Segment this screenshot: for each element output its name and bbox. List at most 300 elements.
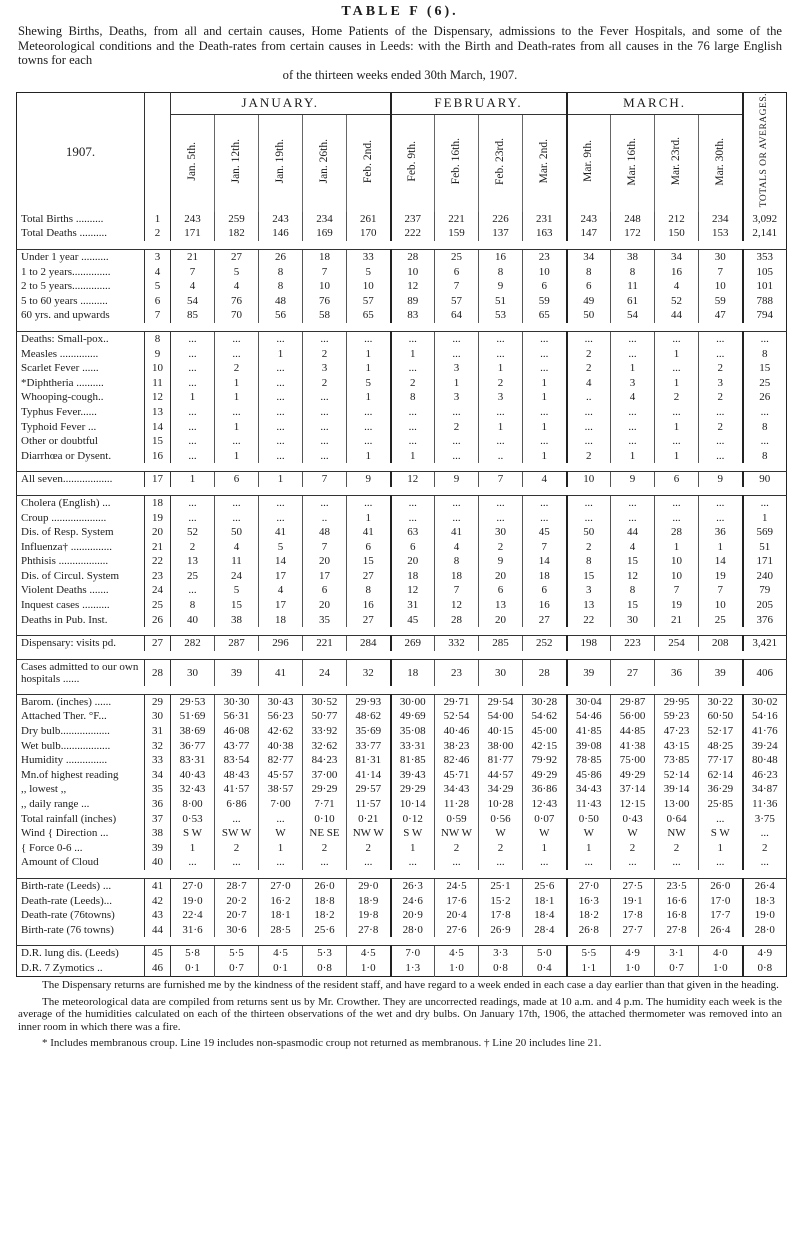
value-cell: ... [171, 511, 215, 526]
total-cell: 4·9 [743, 946, 787, 961]
value-cell: ... [611, 434, 655, 449]
value-cell: ... [391, 495, 435, 510]
value-cell: 26·3 [391, 878, 435, 893]
value-cell: 5·3 [303, 946, 347, 961]
value-cell: 50·77 [303, 709, 347, 724]
value-cell: 7 [435, 279, 479, 294]
row-label: Barom. (inches) ...... [17, 694, 145, 709]
value-cell: 248 [611, 212, 655, 227]
total-cell: 0·8 [743, 961, 787, 976]
value-cell: 18 [435, 569, 479, 584]
total-cell: 11·36 [743, 797, 787, 812]
value-cell: 8·00 [171, 797, 215, 812]
line-number: 25 [145, 598, 171, 613]
value-cell: 8 [259, 265, 303, 280]
value-cell: 29·53 [171, 694, 215, 709]
value-cell: 16 [655, 265, 699, 280]
table-row [17, 226, 787, 241]
value-cell: 5·8 [171, 946, 215, 961]
january-header: JANUARY. [171, 93, 391, 115]
value-cell: ... [391, 511, 435, 526]
value-cell: ... [479, 855, 523, 870]
value-cell: 39·43 [391, 768, 435, 783]
line-number: 4 [145, 265, 171, 280]
value-cell: 6 [655, 472, 699, 487]
value-cell: 234 [303, 212, 347, 227]
value-cell: 19·1 [611, 894, 655, 909]
value-cell: 7 [655, 583, 699, 598]
date-header: Feb. 9th. [391, 115, 435, 212]
value-cell: ... [215, 405, 259, 420]
value-cell: 30 [171, 659, 215, 686]
value-cell: ... [391, 420, 435, 435]
value-cell: ... [435, 449, 479, 464]
table-row [17, 782, 787, 797]
value-cell: 171 [171, 226, 215, 241]
value-cell: 23 [523, 250, 567, 265]
value-cell: 6·86 [215, 797, 259, 812]
line-number: 24 [145, 583, 171, 598]
row-label: Birth-rate (76 towns) [21, 923, 114, 936]
value-cell: ... [171, 434, 215, 449]
value-cell: 7·71 [303, 797, 347, 812]
value-cell: 57 [347, 294, 391, 309]
row-label: Death-rate (Leeds)... [21, 894, 113, 907]
value-cell: 26·0 [303, 878, 347, 893]
value-cell: 19 [699, 569, 743, 584]
value-cell: 59 [699, 294, 743, 309]
total-cell: ... [743, 855, 787, 870]
value-cell: 18 [303, 250, 347, 265]
value-cell: 20·4 [435, 908, 479, 923]
value-cell: 24 [215, 569, 259, 584]
value-cell: 10 [567, 472, 611, 487]
value-cell: ... [259, 511, 303, 526]
value-cell: 54 [611, 308, 655, 323]
row-label: Total rainfall (inches) [21, 812, 117, 825]
table-heading: TABLE F (6). [341, 4, 459, 19]
section-gap [17, 463, 787, 472]
value-cell: NW W [347, 826, 391, 841]
line-number: 15 [145, 434, 171, 449]
date-header: Feb. 23rd. [479, 115, 523, 212]
total-cell: 26·4 [743, 878, 787, 893]
value-cell: 4·5 [259, 946, 303, 961]
value-cell: 62·14 [699, 768, 743, 783]
value-cell: ... [655, 855, 699, 870]
value-cell: 15·2 [479, 894, 523, 909]
value-cell: 4·5 [435, 946, 479, 961]
value-cell: 332 [435, 636, 479, 651]
value-cell: 20·7 [215, 908, 259, 923]
value-cell: ... [391, 361, 435, 376]
value-cell: 0·53 [171, 812, 215, 827]
line-number: 31 [145, 724, 171, 739]
value-cell: 45 [523, 525, 567, 540]
value-cell: 1 [699, 841, 743, 856]
line-number: 33 [145, 753, 171, 768]
value-cell: 59 [523, 294, 567, 309]
value-cell: 1 [655, 449, 699, 464]
value-cell: 7 [479, 472, 523, 487]
value-cell: 29·54 [479, 694, 523, 709]
table-row [17, 472, 787, 487]
value-cell: 45·00 [523, 724, 567, 739]
value-cell: ... [655, 511, 699, 526]
value-cell: 3 [567, 583, 611, 598]
total-cell: 28·0 [743, 923, 787, 938]
table-row [17, 797, 787, 812]
value-cell: 50 [567, 308, 611, 323]
value-cell: 48·43 [215, 768, 259, 783]
value-cell: 64 [435, 308, 479, 323]
value-cell: 36 [655, 659, 699, 686]
value-cell: ... [699, 405, 743, 420]
value-cell: .. [303, 511, 347, 526]
value-cell: 8 [611, 583, 655, 598]
value-cell: ... [171, 420, 215, 435]
line-number: 40 [145, 855, 171, 870]
value-cell: 3 [611, 376, 655, 391]
value-cell: 38 [215, 613, 259, 628]
value-cell: ... [171, 347, 215, 362]
value-cell: 56·23 [259, 709, 303, 724]
value-cell: 48·62 [347, 709, 391, 724]
value-cell: 41·85 [567, 724, 611, 739]
value-cell: 11 [611, 279, 655, 294]
value-cell: 37·00 [303, 768, 347, 783]
value-cell: 159 [435, 226, 479, 241]
value-cell: 30·52 [303, 694, 347, 709]
value-cell: 12·43 [523, 797, 567, 812]
value-cell: 1 [171, 390, 215, 405]
total-cell: 18·3 [743, 894, 787, 909]
table-row [17, 265, 787, 280]
value-cell: 26·4 [699, 923, 743, 938]
value-cell: 2 [171, 540, 215, 555]
value-cell: .. [567, 390, 611, 405]
value-cell: 65 [347, 308, 391, 323]
value-cell: ... [435, 855, 479, 870]
value-cell: 1 [347, 347, 391, 362]
value-cell: 10 [391, 265, 435, 280]
row-label: Typhus Fever...... [21, 405, 97, 418]
value-cell: 2 [479, 540, 523, 555]
value-cell: 44·57 [479, 768, 523, 783]
value-cell: 34·29 [479, 782, 523, 797]
value-cell: 1 [259, 472, 303, 487]
value-cell: 45·57 [259, 768, 303, 783]
row-label: Attached Ther. °F... [21, 710, 107, 723]
line-number: 10 [145, 361, 171, 376]
value-cell: 61 [611, 294, 655, 309]
value-cell: 259 [215, 212, 259, 227]
value-cell: 54·46 [567, 709, 611, 724]
value-cell: 2 [567, 449, 611, 464]
value-cell: 36·86 [523, 782, 567, 797]
value-cell: 18 [391, 659, 435, 686]
line-number: 17 [145, 472, 171, 487]
value-cell: 75·00 [611, 753, 655, 768]
value-cell: 2 [655, 390, 699, 405]
value-cell: 27 [347, 613, 391, 628]
value-cell: 13·00 [655, 797, 699, 812]
value-cell: 82·77 [259, 753, 303, 768]
section-gap [17, 686, 787, 695]
total-cell: 794 [743, 308, 787, 323]
value-cell: 27·6 [435, 923, 479, 938]
table-row [17, 250, 787, 265]
value-cell: W [567, 826, 611, 841]
value-cell: 7 [435, 583, 479, 598]
value-cell: 243 [171, 212, 215, 227]
value-cell: 15 [611, 554, 655, 569]
value-cell: 18 [391, 569, 435, 584]
value-cell: 17·8 [479, 908, 523, 923]
table-row [17, 659, 787, 686]
value-cell: ... [611, 495, 655, 510]
description-text: Shewing Births, Deaths, from all and certain causes, Home Patients of the Dispensary, admissions to the Fever Hospitals, and some of the Meteorological conditions and the Death-rates from certain causes in Leeds: with the Birth and Death-rates from all causes in the 76 large English towns for each [18, 24, 782, 67]
value-cell: ... [699, 855, 743, 870]
table-row [17, 331, 787, 346]
value-cell: 5 [347, 376, 391, 391]
line-number: 8 [145, 331, 171, 346]
line-number: 16 [145, 449, 171, 464]
value-cell: 26 [259, 250, 303, 265]
value-cell: 10 [655, 569, 699, 584]
value-cell: 208 [699, 636, 743, 651]
value-cell: 52·17 [699, 724, 743, 739]
section-gap [17, 937, 787, 946]
value-cell: 6 [523, 583, 567, 598]
value-cell: 0·1 [259, 961, 303, 976]
value-cell: 27·8 [655, 923, 699, 938]
value-cell: ... [171, 449, 215, 464]
line-number: 5 [145, 279, 171, 294]
value-cell: ... [259, 405, 303, 420]
table-row [17, 308, 787, 323]
section-gap [17, 241, 787, 250]
value-cell: 2 [479, 841, 523, 856]
total-cell: 8 [743, 449, 787, 464]
value-cell: 5·5 [567, 946, 611, 961]
value-cell: ... [171, 583, 215, 598]
value-cell: 83·31 [171, 753, 215, 768]
value-cell: 52 [655, 294, 699, 309]
value-cell: 21 [171, 250, 215, 265]
line-number: 6 [145, 294, 171, 309]
value-cell: 48·25 [699, 739, 743, 754]
total-cell: 3·75 [743, 812, 787, 827]
table-row [17, 495, 787, 510]
value-cell: 2 [479, 376, 523, 391]
value-cell: 221 [435, 212, 479, 227]
value-cell: 0·4 [523, 961, 567, 976]
table-row [17, 294, 787, 309]
table-row [17, 961, 787, 976]
value-cell: ... [215, 495, 259, 510]
value-cell: 28·0 [391, 923, 435, 938]
value-cell: 1·0 [699, 961, 743, 976]
value-cell: W [611, 826, 655, 841]
value-cell: 11·43 [567, 797, 611, 812]
line-number: 3 [145, 250, 171, 265]
value-cell: 20·2 [215, 894, 259, 909]
line-number: 7 [145, 308, 171, 323]
value-cell: 25·6 [523, 878, 567, 893]
value-cell: 12 [391, 472, 435, 487]
value-cell: 20 [479, 613, 523, 628]
value-cell: ... [611, 405, 655, 420]
value-cell: ... [435, 495, 479, 510]
line-number: 45 [145, 946, 171, 961]
row-label: Wet bulb.................. [21, 739, 111, 752]
value-cell: 30 [479, 525, 523, 540]
value-cell: 44·85 [611, 724, 655, 739]
value-cell: 39·14 [655, 782, 699, 797]
value-cell: 0·1 [171, 961, 215, 976]
value-cell: ... [303, 420, 347, 435]
value-cell: 30·6 [215, 923, 259, 938]
value-cell: 2 [699, 420, 743, 435]
value-cell: ... [611, 855, 655, 870]
total-cell: 79 [743, 583, 787, 598]
value-cell: 41 [347, 525, 391, 540]
total-cell: ... [743, 826, 787, 841]
value-cell: 2 [215, 841, 259, 856]
value-cell: 9 [699, 472, 743, 487]
value-cell: ... [567, 855, 611, 870]
value-cell: NW [655, 826, 699, 841]
value-cell: ... [611, 347, 655, 362]
value-cell: 0·43 [611, 812, 655, 827]
value-cell: 16 [347, 598, 391, 613]
total-cell: 15 [743, 361, 787, 376]
row-label: *Diphtheria .......... [21, 376, 104, 389]
row-label: Death-rate (76towns) [21, 909, 115, 922]
line-number: 12 [145, 390, 171, 405]
table-row [17, 376, 787, 391]
value-cell: 30·43 [259, 694, 303, 709]
value-cell: ... [567, 434, 611, 449]
value-cell: 54·62 [523, 709, 567, 724]
value-cell: 30 [699, 250, 743, 265]
value-cell: 1 [611, 361, 655, 376]
value-cell: 30·00 [391, 694, 435, 709]
value-cell: ... [303, 434, 347, 449]
value-cell: 5 [347, 265, 391, 280]
total-cell: 788 [743, 294, 787, 309]
value-cell: ... [567, 420, 611, 435]
value-cell: 12 [391, 583, 435, 598]
value-cell: 3 [435, 361, 479, 376]
value-cell: 147 [567, 226, 611, 241]
value-cell: 1·3 [391, 961, 435, 976]
value-cell: W [479, 826, 523, 841]
value-cell: ... [523, 361, 567, 376]
value-cell: 36 [699, 525, 743, 540]
value-cell: 38·23 [435, 739, 479, 754]
value-cell: 18·2 [303, 908, 347, 923]
value-cell: ... [259, 495, 303, 510]
value-cell: 26·0 [699, 878, 743, 893]
value-cell: 30 [479, 659, 523, 686]
value-cell: 4 [523, 472, 567, 487]
value-cell: 17 [303, 569, 347, 584]
value-cell: ... [567, 511, 611, 526]
value-cell: 198 [567, 636, 611, 651]
value-cell: ... [259, 812, 303, 827]
value-cell: 33·31 [391, 739, 435, 754]
date-header: Mar. 16th. [611, 115, 655, 212]
value-cell: ... [391, 434, 435, 449]
value-cell: 81·77 [479, 753, 523, 768]
value-cell: 18 [523, 569, 567, 584]
value-cell: 9 [347, 472, 391, 487]
value-cell: ... [259, 434, 303, 449]
value-cell: 43·77 [215, 739, 259, 754]
section-gap [17, 870, 787, 879]
value-cell: 0·12 [391, 812, 435, 827]
section-gap [17, 627, 787, 636]
value-cell: 82·46 [435, 753, 479, 768]
value-cell: ... [523, 855, 567, 870]
value-cell: 28 [435, 613, 479, 628]
value-cell: 1 [215, 376, 259, 391]
value-cell: NE SE [303, 826, 347, 841]
value-cell: 4 [655, 279, 699, 294]
value-cell: 20 [303, 598, 347, 613]
value-cell: 8 [567, 265, 611, 280]
value-cell: 33 [347, 250, 391, 265]
table-row [17, 724, 787, 739]
value-cell: ... [303, 855, 347, 870]
value-cell: 4 [611, 390, 655, 405]
value-cell: 27·0 [171, 878, 215, 893]
value-cell: 17·7 [699, 908, 743, 923]
total-cell: 240 [743, 569, 787, 584]
value-cell: 70 [215, 308, 259, 323]
value-cell: 15 [567, 569, 611, 584]
value-cell: 43·15 [655, 739, 699, 754]
value-cell: 221 [303, 636, 347, 651]
value-cell: ... [523, 434, 567, 449]
total-cell: 2,141 [743, 226, 787, 241]
table-row [17, 753, 787, 768]
value-cell: 15 [347, 554, 391, 569]
value-cell: ... [523, 347, 567, 362]
table-row [17, 569, 787, 584]
description-last-line: of the thirteen weeks ended 30th March, 1907. [282, 67, 518, 82]
total-cell: 34·87 [743, 782, 787, 797]
value-cell: ... [479, 495, 523, 510]
value-cell: 1 [523, 376, 567, 391]
row-label: Deaths: Small-pox.. [17, 331, 145, 346]
date-header: Jan. 5th. [171, 115, 215, 212]
row-label: 60 yrs. and upwards [21, 309, 110, 322]
value-cell: 84·23 [303, 753, 347, 768]
value-cell: 0·7 [215, 961, 259, 976]
value-cell: 13 [567, 598, 611, 613]
value-cell: 58 [303, 308, 347, 323]
line-number: 28 [145, 659, 171, 686]
value-cell: S W [391, 826, 435, 841]
value-cell: 29·87 [611, 694, 655, 709]
value-cell: 8 [259, 279, 303, 294]
value-cell: 39 [699, 659, 743, 686]
value-cell: 47·23 [655, 724, 699, 739]
value-cell: 12·15 [611, 797, 655, 812]
